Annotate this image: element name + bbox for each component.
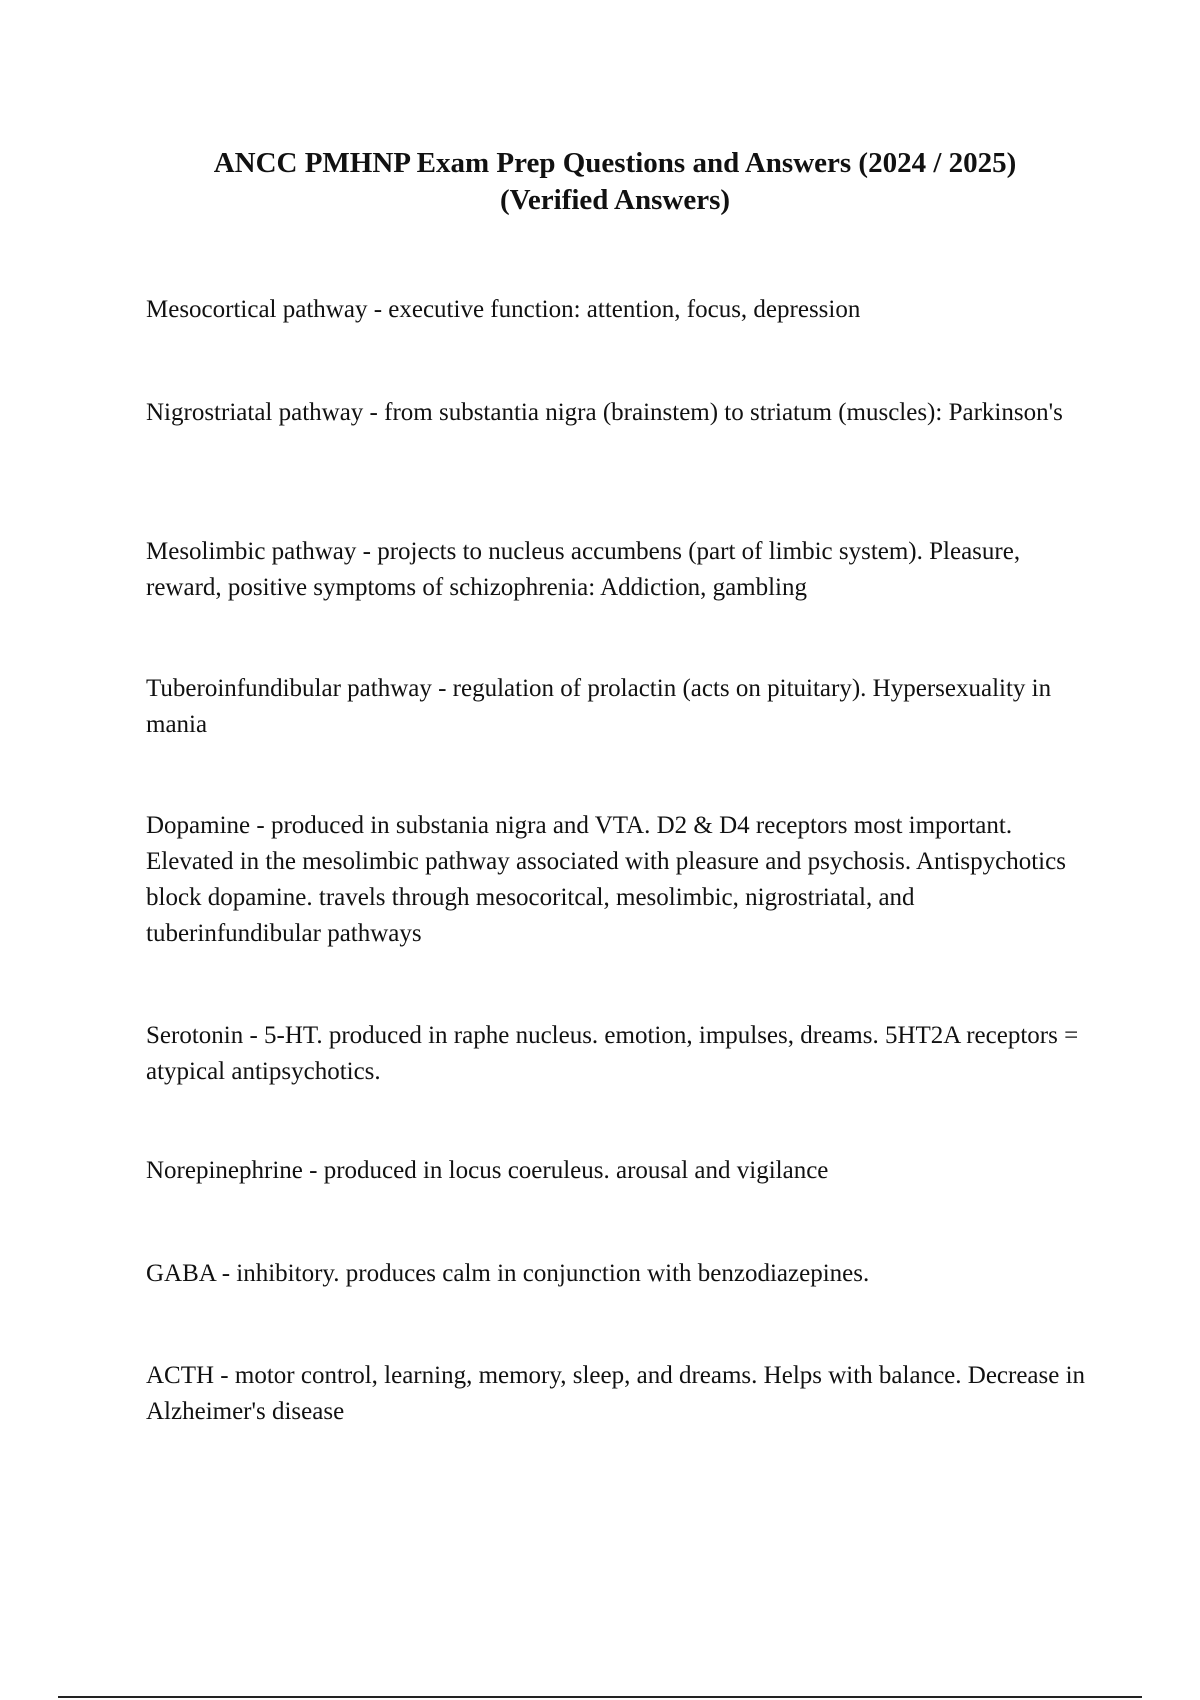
entry-serotonin: Serotonin - 5-HT. produced in raphe nucleus. emotion, impulses, dreams. 5HT2A receptors = atypical antipsychotics. xyxy=(146,1022,1079,1085)
title-line-2: (Verified Answers) xyxy=(499,184,731,216)
document-title xyxy=(100,145,1130,219)
bottom-divider xyxy=(58,1696,1142,1698)
entry-gaba: GABA - inhibitory. produces calm in conjunction with benzodiazepines. xyxy=(146,1260,870,1287)
entry-tuberoinfundibular: Tuberoinfundibular pathway - regulation of prolactin (acts on pituitary). Hypersexuality in mania xyxy=(146,675,1052,738)
entry-acth: ACTH - motor control, learning, memory, sleep, and dreams. Helps with balance. Decrease in Alzheimer's disease xyxy=(146,1362,1086,1425)
title-line-1: ANCC PMHNP Exam Prep Questions and Answers (2024 / 2025) xyxy=(213,147,1017,179)
entry-dopamine: Dopamine - produced in substania nigra and VTA. D2 & D4 receptors most important. Elevated in the mesolimbic pathway associated with pleasure and psychosis. Antispychotics block dopamine. travels through mesocoritcal, mesolimbic, nigrostriatal, and tuberinfundibular pathways xyxy=(146,812,1066,947)
entry-mesocortical: Mesocortical pathway - executive function: attention, focus, depression xyxy=(146,296,861,323)
entry-mesolimbic: Mesolimbic pathway - projects to nucleus accumbens (part of limbic system). Pleasure, reward, positive symptoms of schizophrenia: Addiction, gambling xyxy=(146,538,1021,601)
entry-norepinephrine: Norepinephrine - produced in locus coeruleus. arousal and vigilance xyxy=(146,1157,829,1184)
entry-nigrostriatal: Nigrostriatal pathway - from substantia nigra (brainstem) to striatum (muscles): Parkinson's xyxy=(146,399,1063,426)
